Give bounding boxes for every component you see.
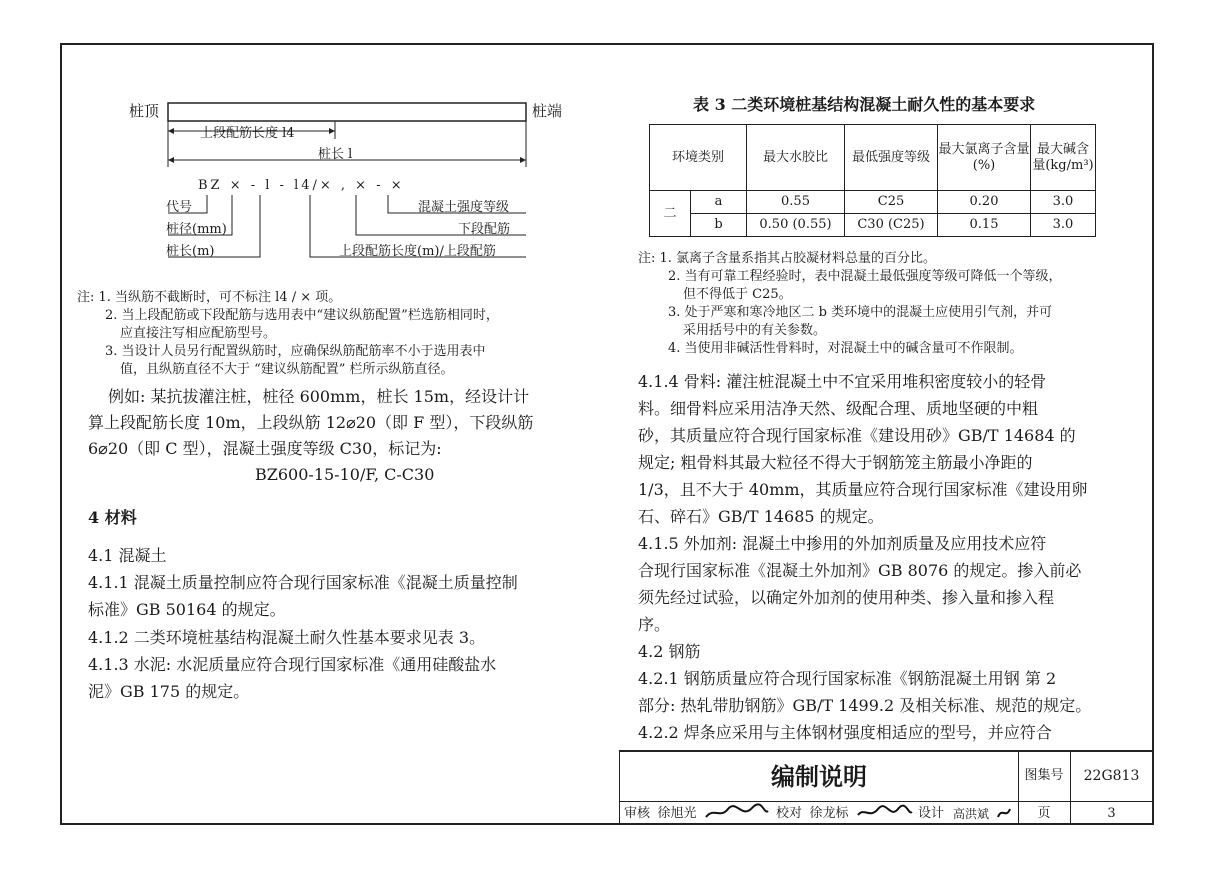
- body-line: 4.2.1 钢筋质量应符合现行国家标准《钢筋混凝土用钢 第 2: [638, 669, 1057, 688]
- section-line-5: 4.1.3 水泥: 水泥质量应符合现行国家标准《通用硅酸盐水: [88, 655, 497, 674]
- label-length: 桩长(m): [166, 244, 215, 259]
- label-lower: 下段配筋: [458, 222, 511, 237]
- page-number: 3: [1107, 806, 1116, 821]
- marking-code: BZ × - l - l4/× , × - ×: [198, 178, 405, 193]
- row-a-class: a: [691, 191, 747, 214]
- body-line: 须先经过试验，以确定外加剂的使用种类、掺入量和掺入程: [638, 588, 1055, 607]
- body-line: 4.1.5 外加剂: 混凝土中掺用的外加剂质量及应用技术应符: [638, 534, 1047, 553]
- section-line-3: 标准》GB 50164 的规定。: [88, 600, 286, 619]
- row-b-alk: 3.0: [1031, 214, 1096, 237]
- body-line: 合现行国家标准《混凝土外加剂》GB 8076 的规定。掺入前必: [638, 561, 1082, 580]
- header-grade: 最低强度等级: [845, 125, 938, 191]
- design-label: 设计: [917, 806, 944, 821]
- pile-length-label: 桩长 l: [318, 147, 353, 162]
- left-note-2: 2. 当上段配筋或下段配筋与选用表中“建议纵筋配置”栏选筋相同时，: [105, 308, 499, 323]
- row-a-grade: C25: [845, 191, 938, 214]
- example-line-1: 例如: 某抗拔灌注桩，桩径 600mm，桩长 15m，经设计计: [108, 387, 530, 406]
- atlas-label: 图集号: [1024, 768, 1064, 783]
- table-3: [649, 124, 1096, 237]
- header-cl: 最大氯离子含量(%): [938, 125, 1031, 191]
- row-a-wb: 0.55: [747, 191, 845, 214]
- review-label: 审核: [623, 806, 650, 821]
- row-b-cl: 0.15: [938, 214, 1031, 237]
- table-title: 表 3 二类环境桩基结构混凝土耐久性的基本要求: [693, 95, 1036, 114]
- check-label: 校对: [775, 806, 802, 821]
- right-note-3: 3. 处于严寒和寒冷地区二 b 类环境中的混凝土应使用引气剂，并可: [668, 305, 1053, 320]
- label-upper: 上段配筋长度(m)/上段配筋: [339, 244, 496, 259]
- body-line: 4.2 钢筋: [638, 642, 701, 661]
- pile-end-label: 桩端: [532, 102, 563, 120]
- arrow-left-icon: [168, 128, 174, 134]
- row-b-class: b: [691, 214, 747, 237]
- arrow-right-icon: [329, 128, 335, 134]
- arrow-right-icon: [520, 157, 526, 163]
- checker-name: 徐龙标: [809, 806, 849, 821]
- checker-signature: [854, 803, 914, 823]
- body-line: 4.2.2 焊条应采用与主体钢材强度相适应的型号，并应符合: [638, 723, 1052, 742]
- section-line-2: 4.1.1 混凝土质量控制应符合现行国家标准《混凝土质量控制: [88, 573, 518, 592]
- label-diameter: 桩径(mm): [166, 222, 227, 237]
- label-code: 代号: [166, 200, 193, 215]
- row-b-grade: C30 (C25): [845, 214, 938, 237]
- label-grade: 混凝土强度等级: [418, 200, 510, 215]
- upper-length-label: 上段配筋长度 l4: [200, 126, 295, 141]
- body-line: 规定; 粗骨料其最大粒径不得大于钢筋笼主筋最小净距的: [638, 453, 1033, 472]
- table-row: [650, 214, 1096, 237]
- reviewer-signature: [702, 803, 772, 823]
- example-line-3: 6⌀20（即 C 型），混凝土强度等级 C30，标记为:: [88, 439, 442, 458]
- header-alk: 最大碱含量(kg/m³): [1031, 125, 1096, 191]
- right-note-1: 注: 1. 氯离子含量系指其占胶凝材料总量的百分比。: [638, 251, 937, 266]
- example-code: BZ600-15-10/F, C-C30: [255, 465, 435, 484]
- body-line: 1/3，且不大于 40mm，其质量应符合现行国家标准《建设用卵: [638, 480, 1088, 499]
- body-line: 部分: 热轧带肋钢筋》GB/T 1499.2 及相关标准、规范的规定。: [638, 696, 1092, 715]
- section-line-4: 4.1.2 二类环境桩基结构混凝土耐久性基本要求见表 3。: [88, 628, 486, 647]
- page-label: 页: [1037, 806, 1051, 821]
- section-heading: 4 材料: [88, 508, 137, 527]
- left-note-3: 3. 当设计人员另行配置纵筋时，应确保纵筋配筋率不小于选用表中: [105, 344, 486, 359]
- section-line-1: 4.1 混凝土: [88, 546, 167, 565]
- right-note-4: 4. 当使用非碱活性骨料时，对混凝土中的碱含量可不作限制。: [668, 341, 1023, 356]
- arrow-left-icon: [168, 157, 174, 163]
- section-line-6: 泥》GB 175 的规定。: [88, 682, 250, 701]
- header-env: 环境类别: [650, 125, 747, 191]
- pile-body: [168, 103, 526, 121]
- title-block: [619, 750, 1154, 825]
- body-line: 4.1.4 骨料: 灌注桩混凝土中不宜采用堆积密度较小的轻骨: [638, 372, 1047, 391]
- pile-top-label: 桩顶: [129, 102, 160, 120]
- left-note-1: 注: 1. 当纵筋不截断时，可不标注 l4 / × 项。: [77, 290, 342, 305]
- body-line: 序。: [638, 615, 671, 634]
- designer-name: 高洪斌: [952, 807, 989, 821]
- atlas-number: 22G813: [1083, 768, 1140, 784]
- env-group: 二: [650, 191, 691, 237]
- right-note-2: 2. 当有可靠工程经验时，表中混凝土最低强度等级可降低一个等级，: [668, 269, 1062, 284]
- header-wb: 最大水胶比: [747, 125, 845, 191]
- body-line: 石、碎石》GB/T 14685 的规定。: [638, 507, 884, 526]
- right-note-3b: 采用括号中的有关参数。: [683, 323, 827, 338]
- tb-divider: [620, 801, 1153, 802]
- left-note-3b: 值，且纵筋直径不大于 “建议纵筋配置” 栏所示纵筋直径。: [120, 362, 454, 377]
- row-b-wb: 0.50 (0.55): [747, 214, 845, 237]
- left-note-2b: 应直接注写相应配筋型号。: [120, 326, 277, 341]
- row-a-alk: 3.0: [1031, 191, 1096, 214]
- row-a-cl: 0.20: [938, 191, 1031, 214]
- reviewer-name: 徐旭光: [657, 806, 697, 821]
- example-line-2: 算上段配筋长度 10m，上段纵筋 12⌀20（即 F 型），下段纵筋: [88, 413, 534, 432]
- table-row: [650, 191, 1096, 214]
- document-title: 编制说明: [771, 763, 867, 791]
- table-header-row: [650, 125, 1096, 191]
- right-note-2b: 但不得低于 C25。: [683, 287, 792, 302]
- body-line: 砂，其质量应符合现行国家标准《建设用砂》GB/T 14684 的: [638, 426, 1076, 445]
- body-line: 料。细骨料应采用洁净天然、级配合理、质地坚硬的中粗: [638, 399, 1039, 418]
- designer-signature: [976, 803, 1016, 823]
